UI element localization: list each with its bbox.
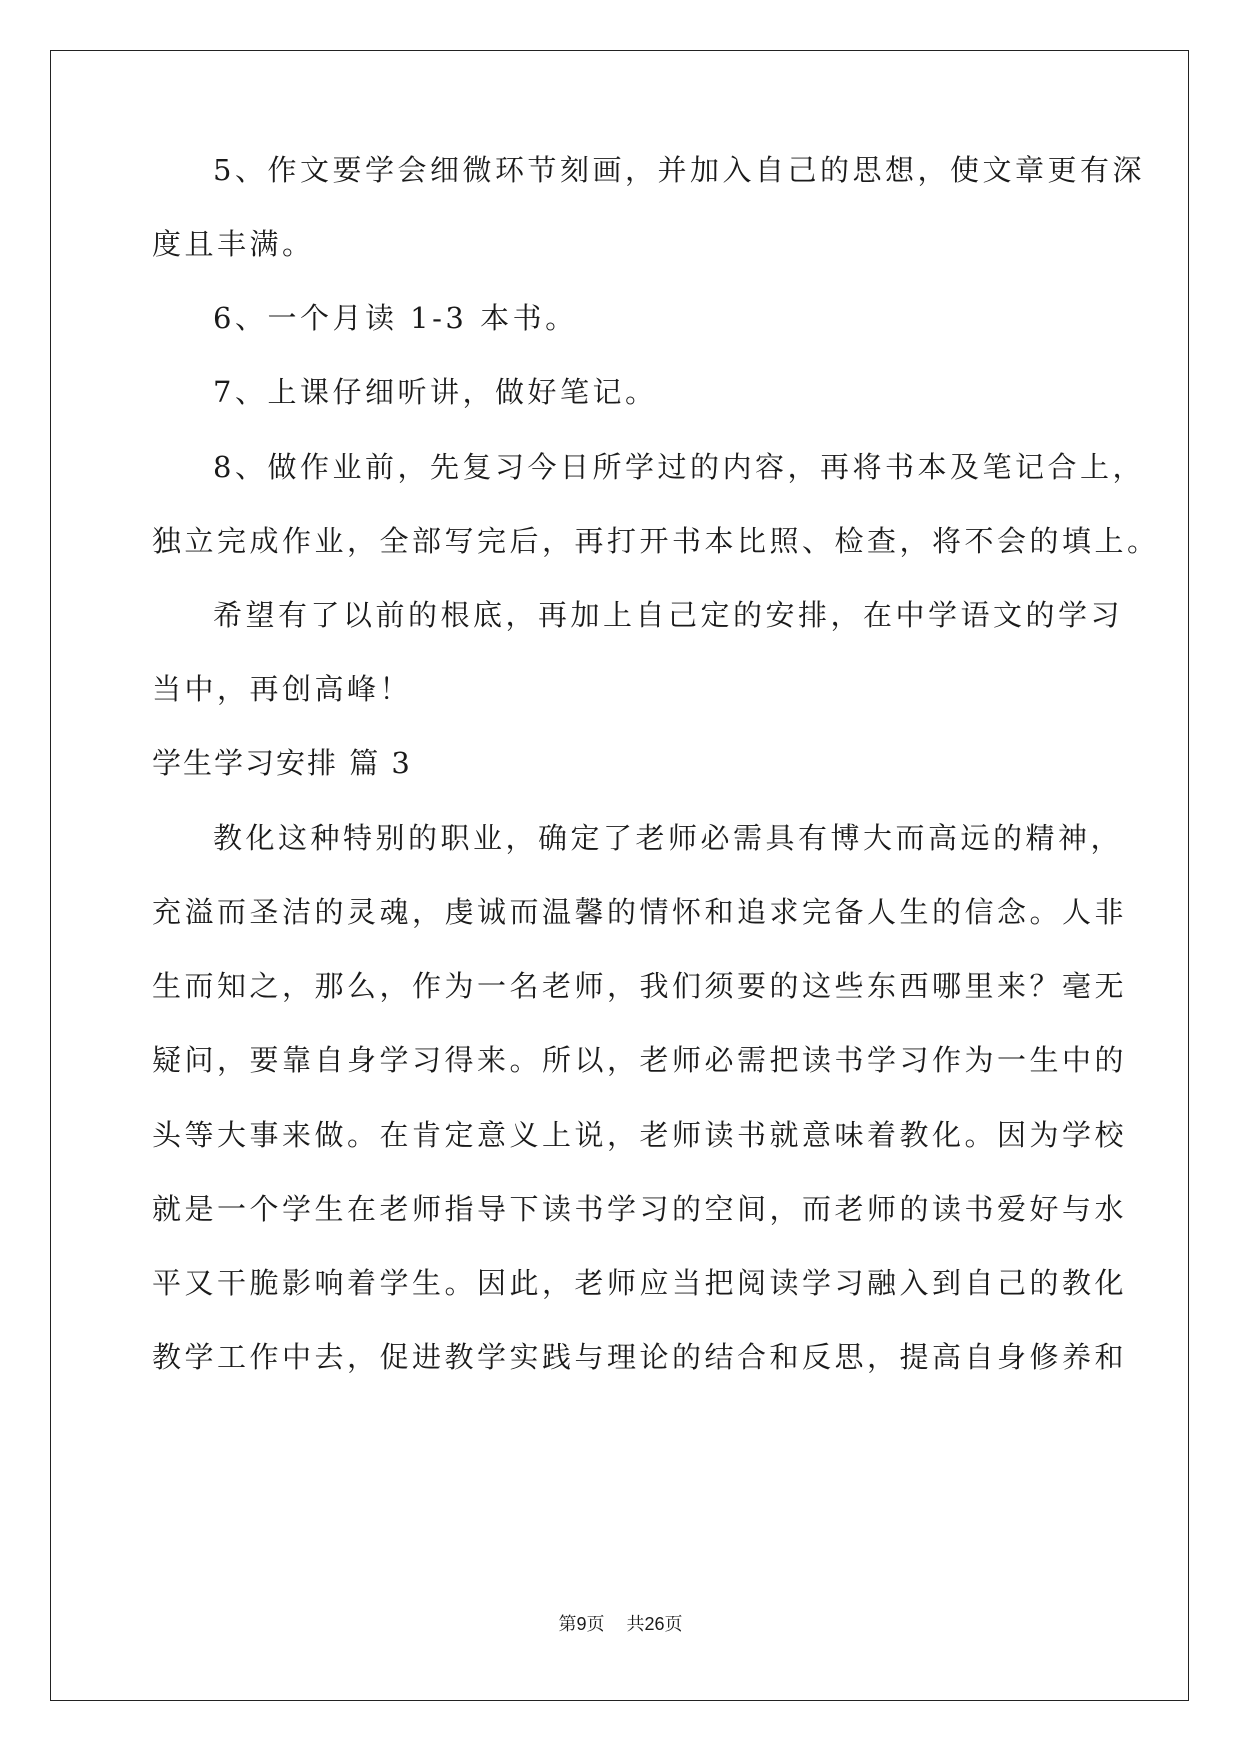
paragraph-line: 7、上课仔细听讲，做好笔记。 <box>213 375 658 409</box>
page-current: 9 <box>576 1614 587 1634</box>
page-prefix: 第 <box>558 1614 577 1635</box>
paragraph-line: 生而知之，那么，作为一名老师，我们须要的这些东西哪里来？毫无 <box>152 969 1128 1003</box>
paragraph-line: 疑问，要靠自身学习得来。所以，老师必需把读书学习作为一生中的 <box>152 1043 1128 1077</box>
paragraph-line: 教学工作中去，促进教学实践与理论的结合和反思，提高自身修养和 <box>152 1340 1128 1374</box>
paragraph-line: 充溢而圣洁的灵魂，虔诚而温馨的情怀和追求完备人生的信念。人非 <box>152 895 1128 929</box>
paragraph-line: 就是一个学生在老师指导下读书学习的空间，而老师的读书爱好与水 <box>152 1192 1128 1226</box>
paragraph-line: 度且丰满。 <box>152 227 315 261</box>
page-suffix: 页 <box>586 1614 605 1635</box>
paragraph-line: 独立完成作业，全部写完后，再打开书本比照、检查，将不会的填上。 <box>152 524 1160 558</box>
paragraph-line: 5、作文要学会细微环节刻画，并加入自己的思想，使文章更有深 <box>213 153 1145 187</box>
section-heading: 学生学习安排 篇 3 <box>152 746 412 780</box>
paragraph-line: 6、一个月读 1-3 本书。 <box>213 301 578 335</box>
total-prefix: 共 <box>626 1614 645 1635</box>
paragraph-line: 头等大事来做。在肯定意义上说，老师读书就意味着教化。因为学校 <box>152 1118 1128 1152</box>
page-footer <box>0 1612 1241 1637</box>
paragraph-line: 希望有了以前的根底，再加上自己定的安排，在中学语文的学习 <box>213 598 1124 632</box>
total-suffix: 页 <box>664 1614 683 1635</box>
paragraph-line: 8、做作业前，先复习今日所学过的内容，再将书本及笔记合上， <box>213 450 1145 484</box>
paragraph-line: 平又干脆影响着学生。因此，老师应当把阅读学习融入到自己的教化 <box>152 1266 1128 1300</box>
paragraph-line: 教化这种特别的职业，确定了老师必需具有博大而高远的精神， <box>213 821 1124 855</box>
page-total: 26 <box>644 1614 665 1634</box>
paragraph-line: 当中，再创高峰！ <box>152 672 413 706</box>
